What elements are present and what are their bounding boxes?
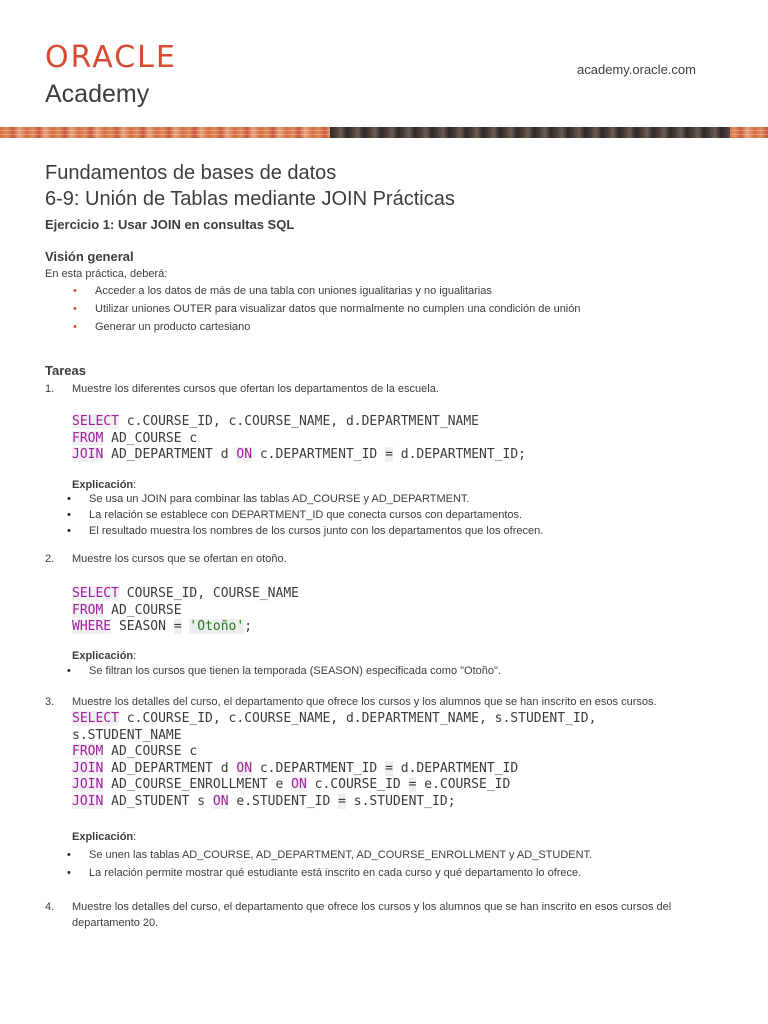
overview-list bbox=[73, 283, 581, 335]
sql-operator: = bbox=[385, 447, 393, 462]
explanation-label: Explicación: bbox=[72, 479, 137, 491]
sql-keyword: WHERE bbox=[72, 619, 112, 634]
oracle-logo: ORACLE bbox=[45, 40, 177, 75]
sql-code-block: SELECT COURSE_ID, COURSE_NAME FROM AD_COURSE WHERE SEASON = 'Otoño'; bbox=[72, 586, 299, 634]
task-number: 4. bbox=[45, 901, 55, 913]
task-text: Muestre los cursos que se ofertan en otoño. bbox=[72, 553, 287, 565]
list-item: • Se filtran los cursos que tienen la temporada (SEASON) especificada como "Otoño". bbox=[67, 663, 501, 679]
sql-keyword: ON bbox=[212, 793, 229, 809]
sql-keyword: SELECT bbox=[72, 414, 119, 429]
sql-keyword: JOIN bbox=[72, 777, 104, 792]
list-item: • Utilizar uniones OUTER para visualizar datos que normalmente no cumplen una condición de unión bbox=[73, 301, 581, 317]
sql-operator: = bbox=[338, 793, 346, 809]
sql-keyword: FROM bbox=[72, 602, 104, 618]
sql-string: 'Otoño' bbox=[189, 619, 245, 634]
sql-operator: = bbox=[408, 777, 417, 792]
list-item: • Generar un producto cartesiano bbox=[73, 319, 581, 335]
academy-logo-text: Academy bbox=[45, 80, 150, 108]
task-number: 1. bbox=[45, 383, 55, 395]
task-number: 2. bbox=[45, 553, 55, 565]
sql-keyword: ON bbox=[236, 447, 253, 462]
list-item: • La relación se establece con DEPARTMENT_ID que conecta cursos con departamentos. bbox=[67, 507, 543, 523]
explanation-list bbox=[67, 491, 543, 539]
overview-intro: En esta práctica, deberá: bbox=[45, 268, 168, 280]
list-item: • El resultado muestra los nombres de los cursos junto con los departamentos que los ofrecen. bbox=[67, 523, 543, 539]
explanation-label: Explicación: bbox=[72, 650, 137, 662]
task-text: Muestre los detalles del curso, el departamento que ofrece los cursos y los alumnos que se han inscrito en esos cursos del departamento 20. bbox=[72, 901, 672, 929]
list-item: • Se unen las tablas AD_COURSE, AD_DEPARTMENT, AD_COURSE_ENROLLMENT y AD_STUDENT. bbox=[67, 847, 592, 863]
sql-code-block: SELECT c.COURSE_ID, c.COURSE_NAME, d.DEPARTMENT_NAME, s.STUDENT_ID, s.STUDENT_NAME FROM AD_COURSE c JOIN AD_DEPARTMENT d ON c.DEPARTMENT_ID = d.DEPARTMENT_ID JOIN AD_COURSE_ENROLLMENT e ON c.COURSE_ID = e.COURSE_ID JOIN AD_STUDENT s ON e.STUDENT_ID = s.STUDENT_ID; bbox=[72, 711, 597, 809]
sql-keyword: ON bbox=[291, 777, 307, 792]
document-title bbox=[45, 160, 455, 212]
list-item: • Se usa un JOIN para combinar las tablas AD_COURSE y AD_DEPARTMENT. bbox=[67, 491, 543, 507]
site-url: academy.oracle.com bbox=[577, 62, 696, 77]
task-text: Muestre los diferentes cursos que ofertan los departamentos de la escuela. bbox=[72, 383, 439, 395]
sql-keyword: ON bbox=[236, 760, 253, 776]
sql-keyword: JOIN bbox=[72, 793, 104, 809]
list-item: • La relación permite mostrar qué estudiante está inscrito en cada curso y qué departamento lo ofrece. bbox=[67, 865, 592, 881]
list-item: • Acceder a los datos de más de una tabla con uniones igualitarias y no igualitarias bbox=[73, 283, 581, 299]
sql-operator: = bbox=[173, 619, 182, 634]
sql-keyword: FROM bbox=[72, 744, 104, 759]
sql-keyword: JOIN bbox=[72, 760, 104, 776]
explanation-list bbox=[67, 847, 592, 881]
explanation-label: Explicación: bbox=[72, 831, 137, 843]
document-title-line1: Fundamentos de bases de datos bbox=[45, 162, 337, 184]
task-text: Muestre los detalles del curso, el departamento que ofrece los cursos y los alumnos que se han inscrito en esos cursos. bbox=[72, 696, 657, 708]
sql-keyword: JOIN bbox=[72, 447, 104, 462]
sql-keyword: FROM bbox=[72, 430, 104, 446]
sql-keyword: SELECT bbox=[72, 586, 119, 601]
overview-heading: Visión general bbox=[45, 249, 134, 264]
sql-keyword: SELECT bbox=[72, 711, 119, 726]
task-number: 3. bbox=[45, 696, 55, 708]
tasks-heading: Tareas bbox=[45, 363, 86, 378]
document-title-line2: 6-9: Unión de Tablas mediante JOIN Prácticas bbox=[45, 188, 455, 210]
decorative-banner-dark bbox=[330, 127, 730, 138]
exercise-heading: Ejercicio 1: Usar JOIN en consultas SQL bbox=[45, 217, 295, 232]
sql-code-block: SELECT c.COURSE_ID, c.COURSE_NAME, d.DEPARTMENT_NAME FROM AD_COURSE c JOIN AD_DEPARTMENT d ON c.DEPARTMENT_ID = d.DEPARTMENT_ID; bbox=[72, 414, 526, 462]
sql-operator: = bbox=[385, 760, 393, 776]
explanation-list bbox=[67, 663, 501, 679]
